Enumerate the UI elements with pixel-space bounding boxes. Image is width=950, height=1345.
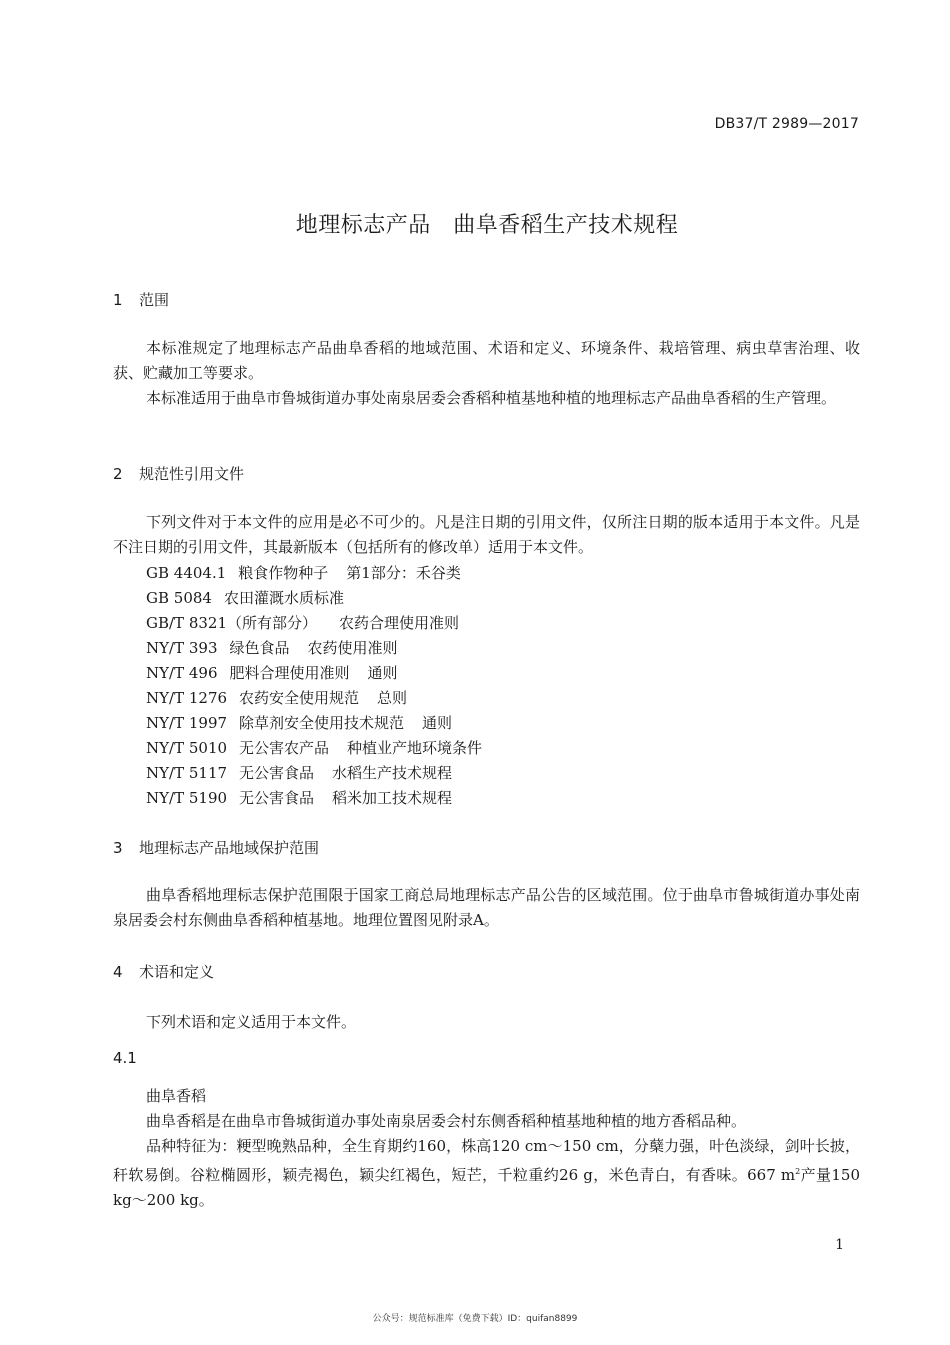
section-title: 范围	[139, 291, 170, 309]
features-yield: 产量150 kg～200 kg。	[113, 1166, 860, 1209]
section-2-paragraph-1: 下列文件对于本文件的应用是必不可少的。凡是注日期的引用文件，仅所注日期的版本适用于本文件。凡是不注日期的引用文件，其最新版本（包括所有的修改单）适用于本文件。	[113, 513, 860, 556]
section-3-heading	[113, 837, 319, 858]
reference-title: 除草剂安全使用技术规范	[239, 714, 405, 732]
term-definition: 曲阜香稻是在曲阜市鲁城街道办事处南泉居委会村东侧香稻种植基地种植的地方香稻品种。	[146, 1112, 747, 1130]
reference-code: NY/T 393	[146, 639, 218, 657]
section-3-paragraph-1: 曲阜香稻地理标志保护范围限于国家工商总局地理标志产品公告的区域范围。位于曲阜市鲁城街道办事处南泉居委会村东侧曲阜香稻种植基地。地理位置图见附录A。	[113, 886, 860, 929]
reference-item	[146, 762, 452, 783]
reference-item	[146, 612, 459, 633]
reference-code: GB/T 8321（所有部分）	[146, 614, 318, 632]
term-name: 曲阜香稻	[146, 1087, 207, 1105]
section-1-paragraph-2: 本标准适用于曲阜市鲁城街道办事处南泉居委会香稻种植基地种植的地理标志产品曲阜香稻的生产管理。	[146, 389, 837, 407]
section-number: 3	[113, 839, 123, 857]
reference-subtitle: 水稻生产技术规程	[332, 764, 453, 782]
reference-subtitle: 稻米加工技术规程	[332, 789, 453, 807]
document-title: 地理标志产品 曲阜香稻生产技术规程	[295, 213, 679, 238]
reference-item	[146, 662, 398, 683]
reference-title: 农药合理使用准则	[339, 614, 460, 632]
reference-code: GB 4404.1	[146, 564, 227, 582]
reference-code: NY/T 5117	[146, 764, 228, 782]
reference-title: 农田灌溉水质标准	[223, 589, 344, 607]
section-4-paragraph-1: 下列术语和定义适用于本文件。	[146, 1013, 357, 1031]
section-title: 术语和定义	[139, 963, 215, 981]
reference-item	[146, 687, 407, 708]
reference-subtitle: 第1部分：禾谷类	[346, 564, 461, 582]
reference-code: NY/T 1997	[146, 714, 228, 732]
page-number: 1	[835, 1237, 844, 1253]
reference-title: 肥料合理使用准则	[229, 664, 350, 682]
term-features	[113, 1134, 860, 1213]
reference-item	[146, 587, 344, 608]
reference-code: NY/T 496	[146, 664, 218, 682]
reference-subtitle: 通则	[367, 664, 398, 682]
features-text: 品种特征为：粳型晚熟品种，全生育期约160，株高120 cm～150 cm，分蘖力强，叶色淡绿，剑叶长披，秆软易倒。谷粒椭圆形，颖壳褐色，颖尖红褐色，短芒，千粒重约26 g，米色青白，有香味。667 m	[113, 1137, 860, 1184]
footer-note: 公众号：规范标准库（免费下载）ID：quifan8899	[372, 1314, 578, 1324]
reference-subtitle: 通则	[422, 714, 453, 732]
reference-title: 无公害食品	[239, 764, 315, 782]
reference-item	[146, 787, 452, 808]
section-title: 规范性引用文件	[139, 465, 245, 483]
section-2-heading	[113, 463, 244, 484]
reference-item	[146, 562, 461, 583]
reference-title: 无公害农产品	[239, 739, 330, 757]
reference-code: GB 5084	[146, 589, 212, 607]
reference-subtitle: 总则	[377, 689, 408, 707]
section-4-heading	[113, 961, 214, 982]
reference-code: NY/T 5010	[146, 739, 228, 757]
section-title: 地理标志产品地域保护范围	[139, 839, 320, 857]
section-1-paragraph-1: 本标准规定了地理标志产品曲阜香稻的地域范围、术语和定义、环境条件、栽培管理、病虫草害治理、收获、贮藏加工等要求。	[113, 339, 860, 382]
standard-code: DB37/T 2989—2017	[714, 116, 859, 132]
area-unit-superscript: 2	[795, 1167, 801, 1176]
reference-title: 粮食作物种子	[238, 564, 329, 582]
reference-item	[146, 637, 398, 658]
subsection-number: 4.1	[113, 1049, 137, 1067]
reference-item	[146, 737, 482, 758]
reference-code: NY/T 1276	[146, 689, 228, 707]
reference-code: NY/T 5190	[146, 789, 228, 807]
section-number: 2	[113, 465, 123, 483]
reference-title: 无公害食品	[239, 789, 315, 807]
reference-item	[146, 712, 452, 733]
reference-subtitle: 种植业产地环境条件	[347, 739, 483, 757]
reference-title: 农药安全使用规范	[239, 689, 360, 707]
reference-subtitle: 农药使用准则	[307, 639, 398, 657]
reference-title: 绿色食品	[229, 639, 290, 657]
section-1-heading	[113, 289, 169, 310]
section-number: 4	[113, 963, 123, 981]
section-number: 1	[113, 291, 123, 309]
